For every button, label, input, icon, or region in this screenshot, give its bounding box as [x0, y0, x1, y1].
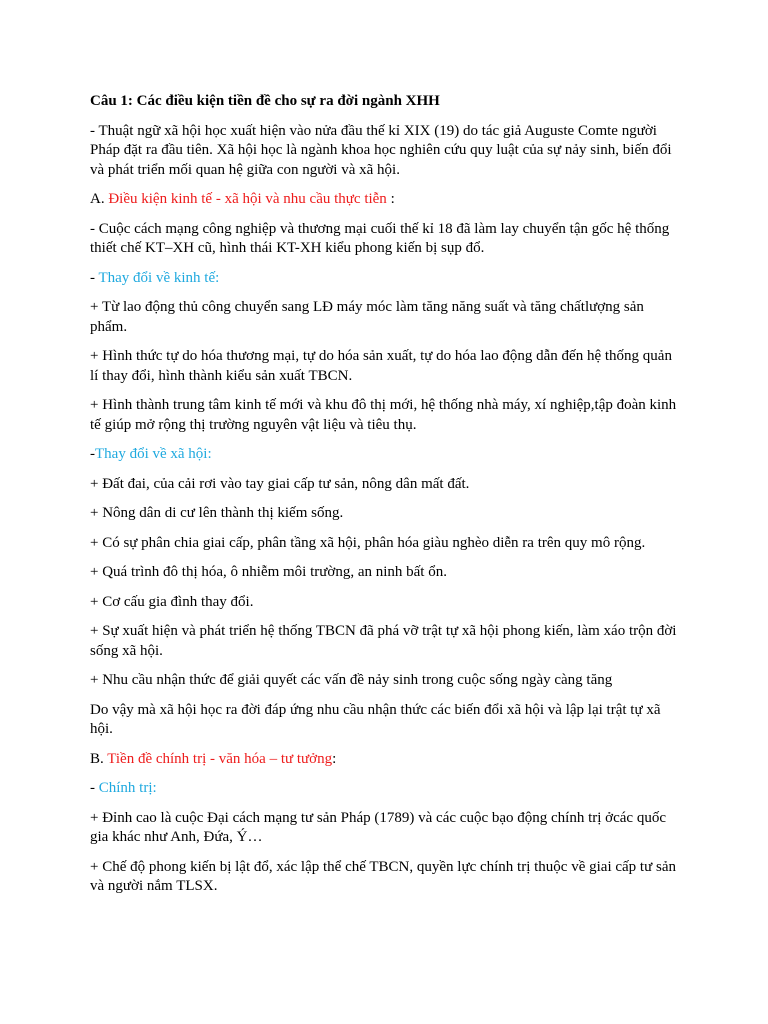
- social-change-prefix: -: [90, 446, 95, 462]
- social-item: + Quá trình đô thị hóa, ô nhiễm môi trường, an ninh bất ổn.: [90, 564, 447, 580]
- social-item: + Cơ cấu gia đình thay đổi.: [90, 593, 254, 610]
- politics-item: + Chế độ phong kiến bị lật đổ, xác lập thể chế TBCN, quyền lực chính trị thuộc về giai cấp tư sản và người nắm TLSX.: [90, 858, 676, 894]
- politics-prefix: -: [90, 780, 99, 796]
- document-page: [90, 92, 682, 907]
- economic-item: + Hình thành trung tâm kinh tế mới và khu đô thị mới, hệ thống nhà máy, xí nghiệp,tập đoàn kinh tế giúp mở rộng thị trường nguyên vật liệu và tiêu thụ.: [90, 397, 677, 433]
- social-item: + Sự xuất hiện và phát triển hệ thống TBCN đã phá vỡ trật tự xã hội phong kiến, làm xáo trộn đời sống xã hội.: [90, 623, 677, 659]
- section-a-heading: [90, 190, 682, 210]
- section-a-prefix: A.: [90, 191, 109, 207]
- section-a-intro: - Cuộc cách mạng công nghiệp và thương mại cuối thế kỉ 18 đã làm lay chuyển tận gốc hệ thống thiết chế KT–XH cũ, hình thái KT-XH kiểu phong kiến bị sụp đổ.: [90, 220, 670, 256]
- section-b-suffix: :: [332, 750, 337, 767]
- social-item: + Có sự phân chia giai cấp, phân tầng xã hội, phân hóa giàu nghèo diễn ra trên quy mô rộng.: [90, 534, 646, 551]
- section-b-heading: [90, 750, 682, 770]
- politics-heading: [90, 779, 682, 799]
- section-a-title: Điều kiện kinh tế - xã hội và nhu cầu thực tiễn: [108, 191, 387, 207]
- economic-item: + Từ lao động thủ công chuyển sang LĐ máy móc làm tăng năng suất và tăng chấtlượng sản phẩm.: [90, 299, 644, 335]
- social-item: + Nhu cầu nhận thức để giải quyết các vấn đề nảy sinh trong cuộc sống ngày càng tăng: [90, 672, 613, 688]
- section-b-title: Tiền đề chính trị - văn hóa – tư tưởng: [107, 750, 333, 767]
- social-change-title: Thay đổi về xã hội:: [95, 446, 212, 462]
- intro-paragraph: - Thuật ngữ xã hội học xuất hiện vào nửa đầu thế kỉ XIX (19) do tác giả Auguste Comte người Pháp đặt ra đầu tiên. Xã hội học là ngành khoa học nghiên cứu quy luật của sự nảy sinh, biến đổi và phát triển mối quan hệ giữa con người và xã hội.: [90, 122, 672, 178]
- question-title: Câu 1: Các điều kiện tiền đề cho sự ra đời ngành XHH: [90, 93, 440, 109]
- social-change-heading: [90, 445, 682, 465]
- economic-change-title: Thay đổi về kinh tế:: [98, 269, 220, 286]
- politics-item: + Đỉnh cao là cuộc Đại cách mạng tư sản Pháp (1789) và các cuộc bạo động chính trị ởcác quốc gia khác như Anh, Đứa, Ý…: [90, 809, 666, 845]
- politics-title: Chính trị:: [98, 780, 157, 796]
- economic-change-heading: [90, 269, 682, 289]
- section-b-prefix: B.: [90, 750, 108, 767]
- social-item: + Nông dân di cư lên thành thị kiếm sống.: [90, 505, 344, 521]
- economic-change-prefix: -: [90, 269, 99, 286]
- section-a-suffix: :: [386, 191, 395, 207]
- social-item: + Đất đai, của cải rơi vào tay giai cấp tư sản, nông dân mất đất.: [90, 475, 470, 492]
- conclusion-paragraph: Do vậy mà xã hội học ra đời đáp ứng nhu cầu nhận thức các biến đổi xã hội và lập lại trật tự xã hội.: [90, 701, 661, 737]
- economic-item: + Hình thức tự do hóa thương mại, tự do hóa sản xuất, tự do hóa lao động dẫn đến hệ thống quản lí thay đổi, hình thành kiểu sản xuất TBCN.: [90, 348, 672, 384]
